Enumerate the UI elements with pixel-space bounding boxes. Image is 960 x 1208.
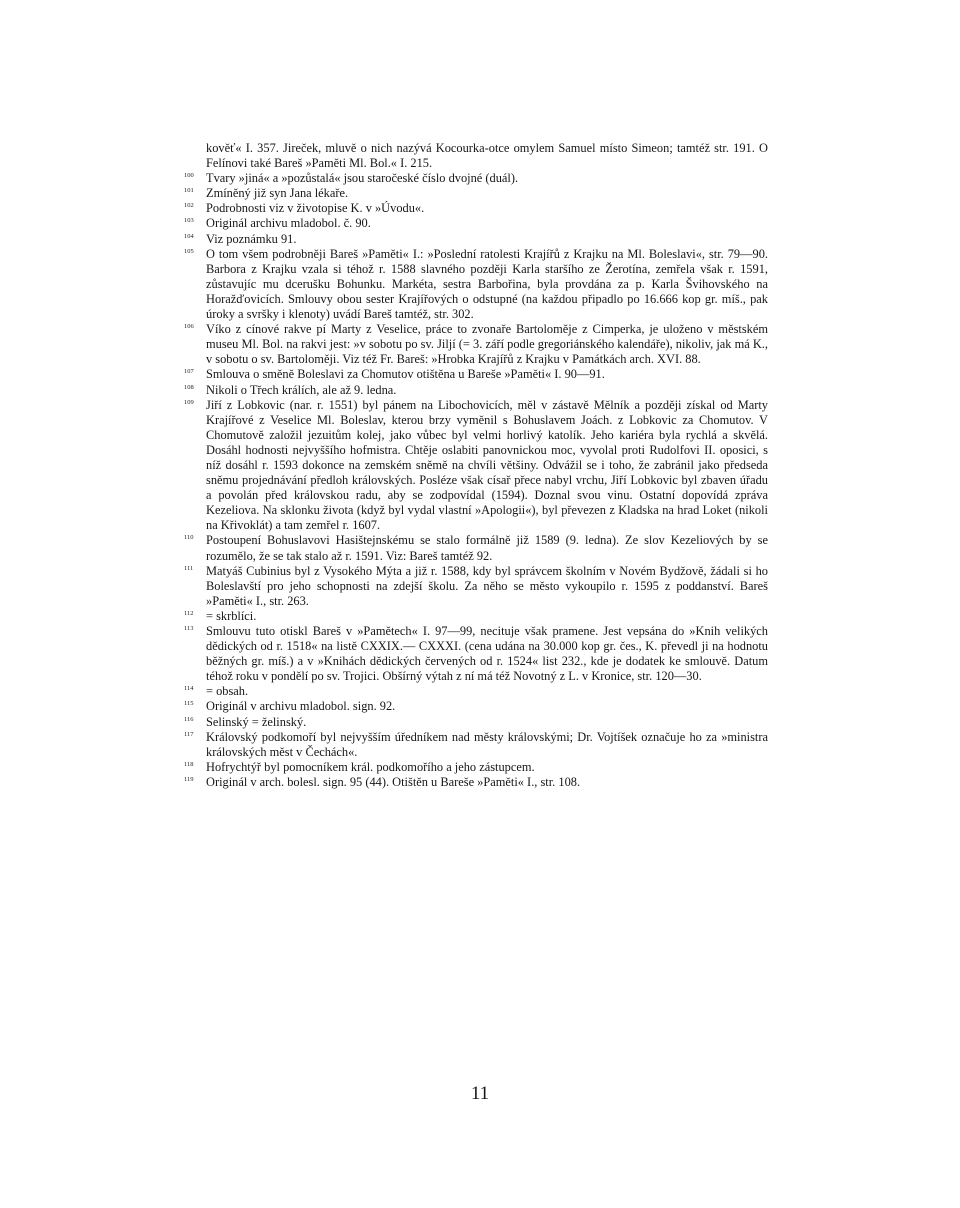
footnote-text: Matyáš Cubinius byl z Vysokého Mýta a již r. 1588, kdy byl správcem školním v Novém Bydžově, žádali si ho Boleslavští pro jeho schopnosti na zdejší školu. Za něho se město vykoupilo r. 1595 z poddanství. Bareš »Paměti« I., str. 263. [206, 563, 768, 608]
footnote-text: Originál v arch. bolesl. sign. 95 (44). Otištěn u Bareše »Paměti« I., str. 108. [206, 774, 581, 789]
footnote [184, 232, 768, 247]
footnote-text: = skrblíci. [206, 608, 257, 623]
footnote-number: 117 [184, 730, 194, 738]
footnote [184, 216, 768, 231]
footnote [184, 564, 768, 609]
footnote-number: 114 [184, 685, 194, 693]
footnote-number: 104 [184, 232, 194, 240]
footnote [184, 201, 768, 216]
footnote-number: 103 [184, 217, 194, 225]
footnote [184, 775, 768, 790]
footnote [184, 609, 768, 624]
footnote [184, 624, 768, 684]
footnote-number: 105 [184, 247, 194, 255]
footnote-number: 116 [184, 715, 194, 723]
footnote-text: Smlouvu tuto otiskl Bareš v »Pamětech« I. 97—99, necituje však pramene. Jest vepsána do »Knih velikých dědických od r. 1518« na listě CXXIX.— CXXXI. (cena udána na 30.000 kop gr. čes., K. převedl ji na hodnotu běžných gr. míš.) a v »Knihách dědických červených od r. 1524« list 232., kde je dodatek ke smlouvě. Datum téhož roku v pondělí po sv. Trojici. Obšírný výtah z ní má též Novotný z L. v Kronice, str. 120—30. [206, 624, 768, 684]
footnote-number: 113 [184, 625, 194, 632]
footnote-text: Tvary »jiná« a »pozůstalá« jsou staročeské číslo dvojné (duál). [206, 171, 519, 186]
footnote [184, 730, 768, 760]
footnote-number: 115 [184, 700, 194, 708]
footnote-text: Viz poznámku 91. [206, 231, 297, 246]
footnote [184, 699, 768, 714]
footnotes [184, 141, 768, 790]
page-number: 11 [470, 1083, 490, 1104]
footnote [184, 186, 768, 201]
footnote [184, 398, 768, 534]
footnote-text: Postoupení Bohuslavovi Hasištejnskému se stalo formálně již 1589 (9. ledna). Ze slov Kezeliových by se rozumělo, že se tak stalo až r. 1591. Viz: Bareš tamtéž 92. [206, 533, 768, 563]
footnote-text: Hofrychtýř byl pomocníkem král. podkomořího a jeho zástupcem. [206, 759, 535, 774]
footnote-number: 107 [184, 368, 194, 376]
footnote-text: = obsah. [206, 684, 249, 699]
footnote-number: 108 [184, 383, 194, 391]
footnote-text: Nikoli o Třech králích, ale až 9. ledna. [206, 382, 397, 397]
footnote-text: kověť« I. 357. Jireček, mluvě o nich nazývá Kocourka-otce omylem Samuel místo Simeon; tamtéž str. 191. O Felínovi také Bareš »Paměti Ml. Bol.« I. 215. [206, 141, 768, 171]
footnote [184, 760, 768, 775]
footnote-number: 111 [184, 564, 194, 572]
footnote-number: 110 [184, 534, 194, 542]
footnote [184, 141, 768, 171]
footnote-text: Královský podkomoří byl nejvyšším úředníkem nad městy královskými; Dr. Vojtíšek označuje ho za »ministra královských měst v Čechách«. [206, 729, 768, 759]
footnote-text: Zmíněný již syn Jana lékaře. [206, 186, 349, 201]
footnote [184, 247, 768, 322]
footnote-text: O tom všem podrobněji Bareš »Paměti« I.: »Poslední ratolesti Krajířů z Krajku na Ml. Boleslavi«, str. 79—90. Barbora z Krajku vzala si téhož r. 1588 slavného později Karla staršího ze Žerotína, zemřela však r. 1591, zůstavujíc mu dcerušku Bohunku. Markéta, sestra Barbořina, byla provdána za p. Karla Švihovského na Horažďovicích. Smlouvy obou sester Krajířových o odstupné (na každou připadlo po 16.666 kop gr. míš., pak úroky a svršky i klenoty) uvádí Bareš tamtéž, str. 302. [206, 246, 768, 322]
footnote-number: 100 [184, 172, 194, 180]
footnote-number: 109 [184, 398, 194, 406]
footnote [184, 367, 768, 382]
footnote [184, 171, 768, 186]
footnote [184, 684, 768, 699]
footnote-text: Selinský = želinský. [206, 714, 307, 729]
footnote-number: 119 [184, 775, 194, 783]
footnote-number: 101 [184, 187, 194, 195]
footnote-text: Víko z cínové rakve pí Marty z Veselice, práce to zvonaře Bartoloměje z Cimperka, je uloženo v městském museu Ml. Bol. na rakvi jest: »v sobotu po sv. Jiljí (= 3. září podle gregoriánského kalendáře), nikoliv, jak má K., v sobotu o sv. Bartoloměji. Viz též Fr. Bareš: »Hrobka Krajířů z Krajku v Památkách arch. XVI. 88. [206, 322, 768, 367]
footnote [184, 322, 768, 367]
footnote-text: Jiří z Lobkovic (nar. r. 1551) byl pánem na Libochovicích, měl v zástavě Mělník a později získal od Marty Krajířové z Veselice Ml. Boleslav, kterou brzy vyměnil s Bohuslavem Joách. z Lobkovic za Chomutov. V Chomutově založil jezuitům kolej, jako vůbec byl velmi horlivý katolík. Jeho kariéra byla rychlá a skvělá. Dosáhl hodnosti nejvyššího hofmistra. Chtěje oslabiti panovnickou moc, vyvolal proti Rudolfovi II. oposici, s níž dosáhl r. 1593 dokonce na zemském sněmě na chvíli většiny. Odvážil se i toho, že zabránil jako předseda sněmu projednávání předloh královských. Posléze však císař přece nabyl vrchu, Jiří Lobkovic byl zbaven úřadu a povolán před královskou radu, aby se zodpovídal (1594). Doznal svou vinu. Ostatní dopovídá zpráva Kezeliova. Na sklonku života (když byl vydal vlastní »Apologii«), byl převezen z Kladska na hrad Loket (nikoli na Křivoklát) a tam zemřel r. 1607. [206, 397, 768, 533]
footnote-text: Smlouva o směně Boleslavi za Chomutov otištěna u Bareše »Paměti« I. 90—91. [206, 367, 605, 382]
footnote-number: 112 [184, 609, 194, 617]
footnote-text: Podrobnosti viz v životopise K. v »Úvodu«. [206, 201, 425, 216]
footnote-number: 118 [184, 760, 194, 768]
footnote [184, 715, 768, 730]
footnote-number: 102 [184, 202, 194, 210]
footnote-text: Originál v archivu mladobol. sign. 92. [206, 699, 396, 714]
footnote [184, 533, 768, 563]
footnote-text: Originál archivu mladobol. č. 90. [206, 216, 371, 231]
footnote-number: 106 [184, 323, 194, 331]
footnote [184, 383, 768, 398]
